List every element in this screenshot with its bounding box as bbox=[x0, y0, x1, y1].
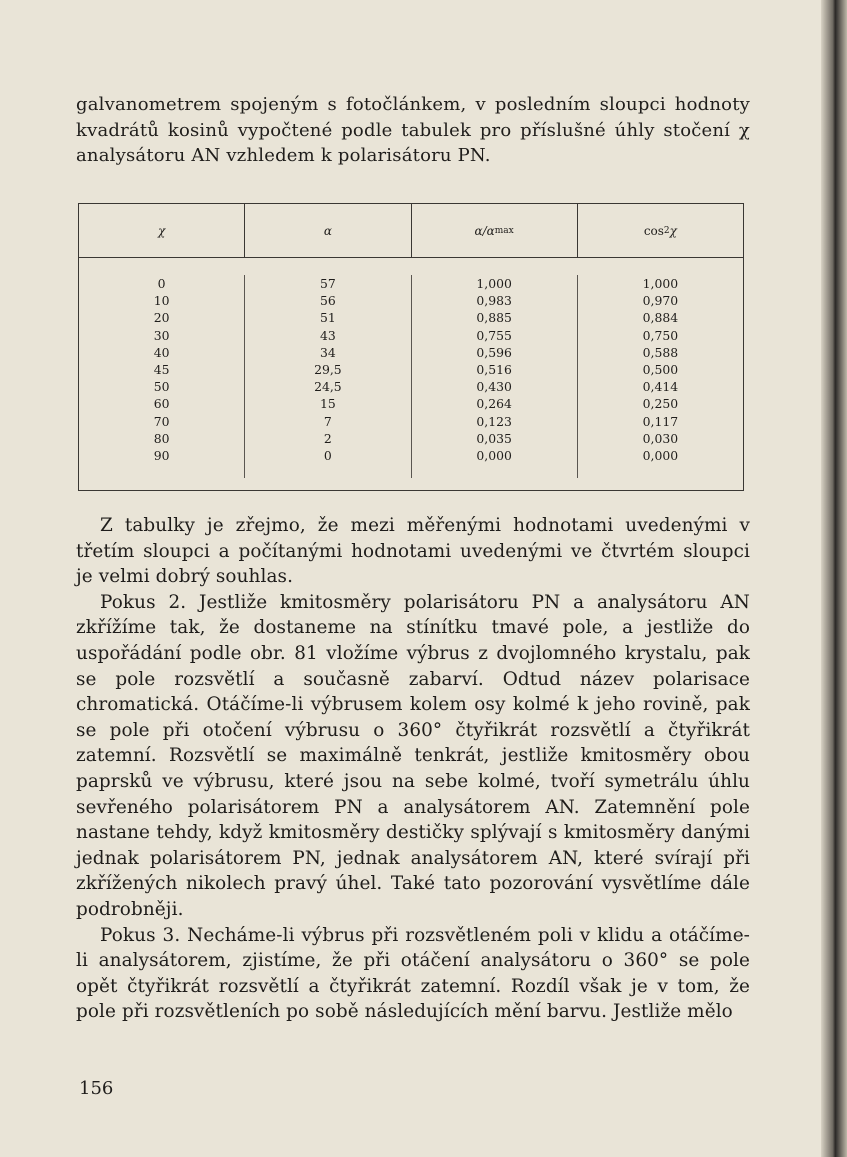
table-cell: 60 bbox=[153, 396, 170, 412]
table-cell: 0,117 bbox=[642, 413, 679, 429]
table-cell: 10 bbox=[153, 293, 170, 309]
table-body bbox=[79, 258, 743, 478]
header-chi: χ bbox=[79, 204, 245, 257]
table-cell: 0,983 bbox=[476, 293, 512, 309]
header-cos2: cos 2 χ bbox=[643, 223, 677, 238]
table-cell: 43 bbox=[319, 327, 336, 343]
header-ratio: α/α max bbox=[412, 204, 578, 257]
table-cell: 0,755 bbox=[476, 327, 512, 343]
paragraph-2: Pokus 2. Jestliže kmitosměry polarisátoru PN a analysátoru AN zkřížíme tak, že dostaneme na stínítku tmavé pole, a jestliže do uspořádání podle obr. 81 vložíme výbrus z dvojlomného krystalu, pak se pole rozsvětlí a současně zabarví. Odtud název polarisace chromatická. Otáčíme-li výbrusem kolem osy kolmé k jeho rovině, pak se pole při otočení výbrusu o 360° čtyřikrát rozsvětlí a čtyřikrát zatemní. Rozsvětlí se maximálně tenkrát, jestliže kmitosměry obou paprsků ve výbrusu, které jsou na sebe kolmé, tvoří symetrálu úhlu sevřeného polarisátorem PN a analysátorem AN. Zatemnění pole nastane tehdy, když kmitosměry destičky splývají s kmitosměry danými jednak polarisátorem PN, jednak analysátorem AN, které svírají při zkřížených nikolech pravý úhel. Také tato pozorování vysvětlíme dále podrobněji. bbox=[76, 591, 750, 920]
table-cell: 51 bbox=[319, 310, 336, 326]
table-cell: 0,123 bbox=[476, 413, 512, 429]
table-cell: 56 bbox=[319, 293, 336, 309]
table-cell: 0,884 bbox=[642, 310, 679, 326]
table-cell: 0,500 bbox=[642, 362, 679, 378]
table-cell: 15 bbox=[319, 396, 336, 412]
paragraph-3: Pokus 3. Necháme-li výbrus při rozsvětleném poli v klidu a otáčíme-li analysátorem, zjistíme, že při otáčení analysátoru o 360° se pole opět čtyřikrát rozsvětlí a čtyřikrát zatemní. Rozdíl však je v tom, že pole při rozsvětleních po sobě následujících mění barvu. Jestliže mělo bbox=[76, 924, 750, 1023]
table-cell: 30 bbox=[153, 327, 170, 343]
page-number: 156 bbox=[79, 1078, 114, 1099]
table-cell: 0,516 bbox=[476, 362, 512, 378]
table-cell: 0 bbox=[323, 448, 332, 464]
body-text bbox=[76, 513, 750, 1025]
column-ratio bbox=[412, 275, 578, 478]
table-cell: 0,030 bbox=[642, 430, 679, 446]
table-cell: 0,000 bbox=[642, 448, 679, 464]
table-cell: 40 bbox=[153, 344, 170, 360]
column-chi bbox=[79, 275, 245, 478]
table-cell: 90 bbox=[153, 448, 170, 464]
column-alpha bbox=[245, 275, 411, 478]
table-cell: 0,885 bbox=[476, 310, 512, 326]
table-cell: 0,970 bbox=[642, 293, 679, 309]
table-cell: 50 bbox=[153, 379, 170, 395]
table-cell: 0,430 bbox=[476, 379, 512, 395]
table-cell: 29,5 bbox=[314, 362, 342, 378]
intro-block bbox=[76, 92, 750, 169]
table-cell: 0,414 bbox=[642, 379, 679, 395]
table-cell: 70 bbox=[153, 413, 170, 429]
measurement-table bbox=[78, 203, 744, 491]
table-header bbox=[79, 204, 743, 258]
paragraph-1: Z tabulky je zřejmo, že mezi měřenými hodnotami uvedenými v třetím sloupci a počítanými hodnotami uvedenými ve čtvrtém sloupci je velmi dobrý souhlas. bbox=[76, 515, 750, 588]
table-cell: 0,035 bbox=[476, 430, 512, 446]
table-cell: 0,596 bbox=[476, 344, 512, 360]
table-cell: 0,750 bbox=[642, 327, 679, 343]
table-cell: 57 bbox=[319, 276, 336, 291]
table-cell: 1,000 bbox=[642, 276, 679, 291]
table-cell: 45 bbox=[153, 362, 170, 378]
table-cell: 80 bbox=[153, 430, 170, 446]
table-cell: 0,264 bbox=[476, 396, 512, 412]
header-alpha: α bbox=[245, 204, 411, 257]
table-cell: 24,5 bbox=[314, 379, 342, 395]
table-cell: 2 bbox=[323, 430, 332, 446]
table-cell: 0 bbox=[157, 276, 166, 291]
table-cell: 0,250 bbox=[642, 396, 679, 412]
table-cell: 20 bbox=[153, 310, 170, 326]
book-spine-shadow bbox=[821, 0, 847, 1157]
table-cell: 34 bbox=[319, 344, 336, 360]
table-cell: 1,000 bbox=[476, 276, 512, 291]
column-cos2 bbox=[578, 275, 743, 478]
intro-paragraph: galvanometrem spojeným s fotočlánkem, v posledním sloupci hodnoty kvadrátů kosinů vypočtené podle tabulek pro příslušné úhly stočení χ analysátoru AN vzhledem k polarisátoru PN. bbox=[76, 94, 750, 166]
table-cell: 0,000 bbox=[476, 448, 512, 464]
table-cell: 7 bbox=[323, 413, 332, 429]
table-cell: 0,588 bbox=[642, 344, 679, 360]
